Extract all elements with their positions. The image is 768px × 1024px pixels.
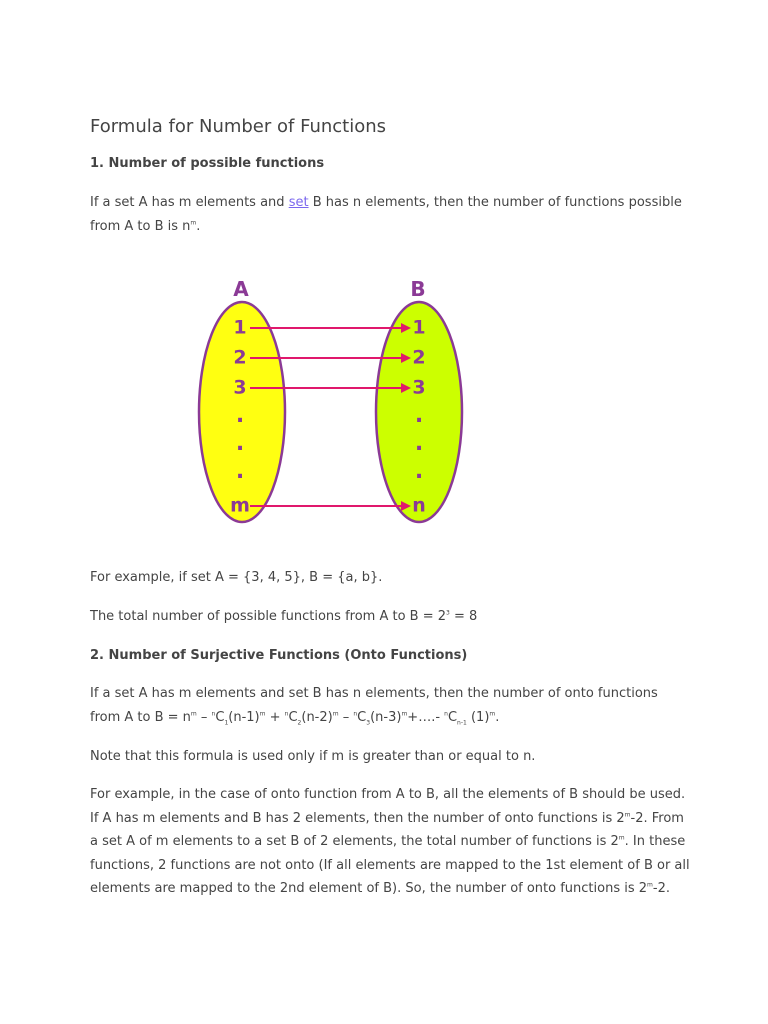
example-sets: For example, if set A = {3, 4, 5}, B = {a, b}. <box>90 570 383 585</box>
onto-formula-paragraph <box>90 682 690 729</box>
subscript: 2 <box>297 719 302 727</box>
set-b-element: 3 <box>412 376 426 399</box>
function-mapping-diagram <box>190 270 480 530</box>
set-b-element: . <box>414 403 424 428</box>
text: . <box>495 709 500 725</box>
set-b-element: 1 <box>412 316 426 339</box>
text: . In these functions, 2 functions are not onto (If all elements are mapped to the 1st element of B or all elements are mapped to the 2nd element of B). So, the number of onto functions is 2 <box>90 834 690 896</box>
set-a-element: 2 <box>233 346 247 369</box>
set-a-element: . <box>235 403 245 428</box>
text: If a set A has m elements and <box>90 195 289 210</box>
text: C <box>215 709 225 725</box>
superscript: m <box>332 710 339 718</box>
note-paragraph: Note that this formula is used only if m is greater than or equal to n. <box>90 749 536 764</box>
superscript: n <box>353 710 358 718</box>
section-1-paragraph <box>90 191 690 238</box>
section-1-heading: 1. Number of possible functions <box>90 156 325 171</box>
page-title: Formula for Number of Functions <box>90 116 387 137</box>
text: For example, in the case of onto function from A to B, all the elements of B should be used. If A has m elements and B has 2 elements, then the number of onto functions is 2 <box>90 787 686 826</box>
superscript: 3 <box>446 609 450 617</box>
subscript: 3 <box>366 719 371 727</box>
superscript: m <box>624 811 631 819</box>
text: – <box>338 709 354 725</box>
set-a-element: 1 <box>233 316 247 339</box>
subscript: n-1 <box>457 719 467 727</box>
text: C <box>357 709 367 725</box>
text: (n-2) <box>301 709 333 725</box>
text: +….- <box>407 709 445 725</box>
text: (n-3) <box>370 709 402 725</box>
text: C <box>447 709 458 725</box>
superscript: m <box>401 710 408 718</box>
text: -2. From a set A of m elements to a set B of 2 elements, the total number of functions is 2 <box>90 810 684 849</box>
set-a-element: m <box>230 494 250 517</box>
superscript: m <box>647 881 653 889</box>
text: = 8 <box>449 609 478 624</box>
text: B has n elements, then the number of functions possible from A to B is n <box>90 195 682 234</box>
subscript: 1 <box>224 719 229 727</box>
superscript: m <box>190 219 197 227</box>
set-b-element: 2 <box>412 346 426 369</box>
superscript: n <box>211 710 216 718</box>
text: – <box>196 709 212 725</box>
set-b-label: B <box>410 277 426 301</box>
set-a-element: 3 <box>233 376 247 399</box>
superscript: m <box>489 710 496 718</box>
text: + <box>265 709 285 725</box>
text: The total number of possible functions from A to B = 2 <box>90 609 447 624</box>
set-b-element: . <box>414 459 424 484</box>
text: If a set A has m elements and set B has n elements, then the number of onto functions from A to B = n <box>90 686 658 725</box>
section-2-heading: 2. Number of Surjective Functions (Onto Functions) <box>90 648 468 663</box>
superscript: m <box>190 710 197 718</box>
set-b-element: n <box>412 494 426 517</box>
superscript: m <box>259 710 266 718</box>
superscript: m <box>618 834 625 842</box>
set-b-element: . <box>414 431 424 456</box>
example-total <box>90 605 690 629</box>
text: -2. <box>652 881 670 896</box>
set-link[interactable]: set <box>288 195 309 210</box>
set-a-label: A <box>233 277 249 301</box>
onto-example-paragraph <box>90 783 690 901</box>
text: . <box>196 218 201 234</box>
set-a-element: . <box>235 459 245 484</box>
text: (n-1) <box>228 709 260 725</box>
set-a-element: . <box>235 431 245 456</box>
superscript: n <box>284 710 289 718</box>
superscript: n <box>444 710 448 718</box>
text: C <box>288 709 298 725</box>
text: (1) <box>466 709 490 725</box>
